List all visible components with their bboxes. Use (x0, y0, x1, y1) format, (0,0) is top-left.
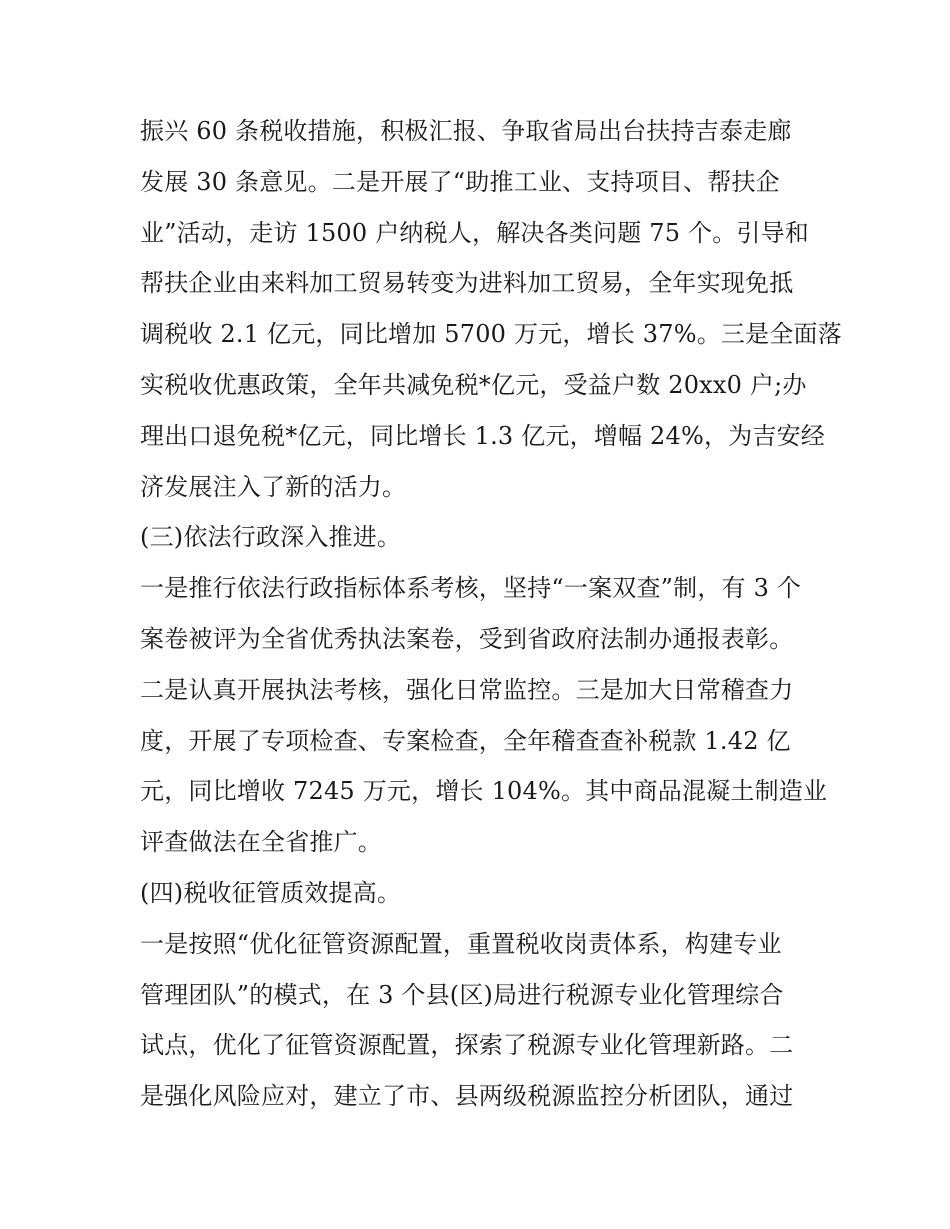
text-line: 济发展注入了新的活力。 (140, 472, 407, 501)
text-line: 一是按照“优化征管资源配置，重置税收岗责体系，构建专业 (140, 929, 782, 958)
text-line: 一是推行依法行政指标体系考核，坚持“一案双查”制，有 3 个 (140, 574, 802, 603)
text-line: 发展 30 条意见。二是开展了“助推工业、支持项目、帮扶企 (140, 167, 780, 196)
section-heading: (三)依法行政深入推进。 (140, 523, 402, 552)
text-line: 元，同比增收 7245 万元，增长 104%。其中商品混凝土制造业 (140, 777, 828, 806)
text-line: 调税收 2.1 亿元，同比增加 5700 万元，增长 37%。三是全面落 (140, 320, 842, 349)
text-line: 案卷被评为全省优秀执法案卷，受到省政府法制办通报表彰。 (140, 624, 794, 653)
text-line: 理出口退免税*亿元，同比增长 1.3 亿元，增幅 24%，为吉安经 (140, 421, 825, 450)
text-line: 是强化风险应对，建立了市、县两级税源监控分析团队，通过 (140, 1082, 794, 1111)
text-line: 业”活动，走访 1500 户纳税人，解决各类问题 75 个。引导和 (140, 218, 810, 247)
text-line: 管理团队”的模式，在 3 个县(区)局进行税源专业化管理综合 (140, 980, 784, 1009)
text-line: 二是认真开展执法考核，强化日常监控。三是加大日常稽查力 (140, 675, 794, 704)
text-line: 实税收优惠政策，全年共减免税*亿元，受益户数 20xx0 户;办 (140, 370, 807, 399)
text-line: 度，开展了专项检查、专案检查，全年稽查查补税款 1.42 亿 (140, 726, 791, 755)
text-line: 评查做法在全省推广。 (140, 828, 382, 857)
text-line: 试点，优化了征管资源配置，探索了税源专业化管理新路。二 (140, 1031, 794, 1060)
section-heading: (四)税收征管质效提高。 (140, 878, 402, 907)
document-body (140, 106, 842, 1122)
text-line: 振兴 60 条税收措施，积极汇报、争取省局出台扶持吉泰走廊 (140, 117, 792, 145)
text-line: 帮扶企业由来料加工贸易转变为进料加工贸易，全年实现免抵 (140, 269, 794, 298)
